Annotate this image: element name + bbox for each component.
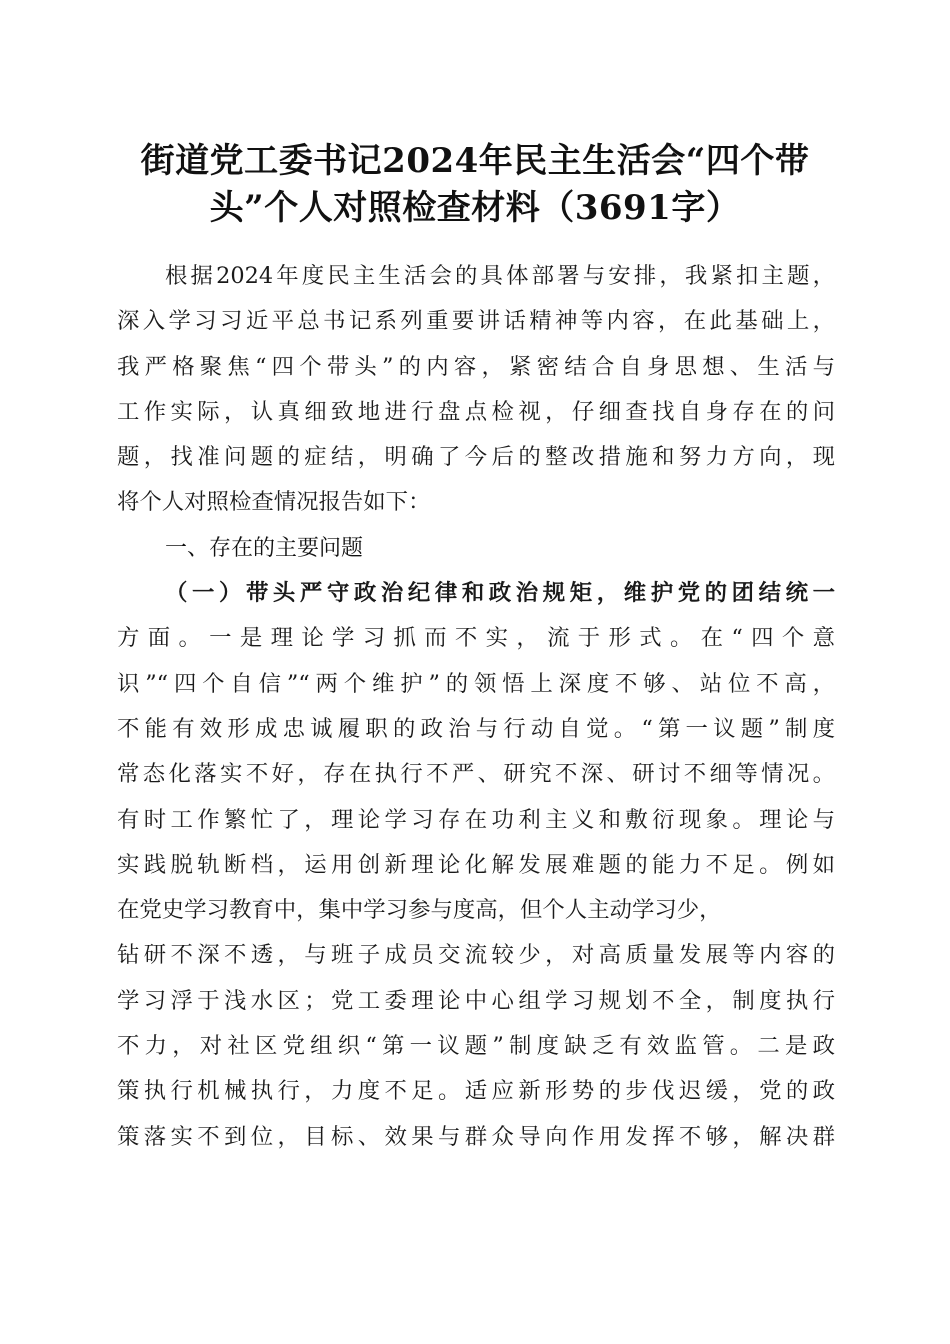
paragraph-line: 策执行机械执行，力度不足。适应新形势的步伐迟缓，党的政 <box>117 1078 835 1105</box>
intro-line: 我严格聚焦“四个带头”的内容，紧密结合自身思想、生活与 <box>117 353 835 380</box>
paragraph-line: 学习浮于浅水区；党工委理论中心组学习规划不全，制度执行 <box>117 987 835 1014</box>
intro-line: 工作实际，认真细致地进行盘点检视，仔细查找自身存在的问 <box>117 398 835 425</box>
intro-line: 将个人对照检查情况报告如下： <box>117 489 431 516</box>
document-body <box>117 254 835 1160</box>
paragraph-line: 识”“四个自信”“两个维护”的领悟上深度不够、站位不高， <box>117 670 835 697</box>
intro-line: 题，找准问题的症结，明确了今后的整改措施和努力方向，现 <box>117 444 835 471</box>
paragraph-line: 钻研不深不透，与班子成员交流较少，对高质量发展等内容的 <box>117 942 835 969</box>
paragraph-line: 方面。一是理论学习抓而不实，流于形式。在“四个意 <box>117 625 835 652</box>
paragraph-line: 有时工作繁忙了，理论学习存在功利主义和敷衍现象。理论与 <box>117 806 835 833</box>
paragraph-line: 常态化落实不好，存在执行不严、研究不深、研讨不细等情况。 <box>117 761 835 788</box>
paragraph-line: 不能有效形成忠诚履职的政治与行动自觉。“第一议题”制度 <box>117 715 835 742</box>
paragraph-line: 策落实不到位，目标、效果与群众导向作用发挥不够，解决群 <box>117 1123 835 1150</box>
document-title <box>110 138 840 232</box>
paragraph-line: 实践脱轨断档，运用创新理论化解发展难题的能力不足。例如 <box>117 851 835 878</box>
subsection-heading: （一）带头严守政治纪律和政治规矩，维护党的团结统一 <box>165 580 835 607</box>
title-line: 街道党工委书记2024年民主生活会“四个带 <box>140 141 810 181</box>
intro-line: 根据2024年度民主生活会的具体部署与安排，我紧扣主题， <box>165 263 835 289</box>
paragraph-line: 不力，对社区党组织“第一议题”制度缺乏有效监管。二是政 <box>117 1033 835 1060</box>
section-heading: 一、存在的主要问题 <box>165 535 364 561</box>
title-line: 头”个人对照检查材料（3691字） <box>209 188 741 228</box>
intro-line: 深入学习习近平总书记系列重要讲话精神等内容，在此基础上， <box>117 308 835 335</box>
paragraph-line: 在党史学习教育中，集中学习参与度高，但个人主动学习少， <box>117 897 722 924</box>
